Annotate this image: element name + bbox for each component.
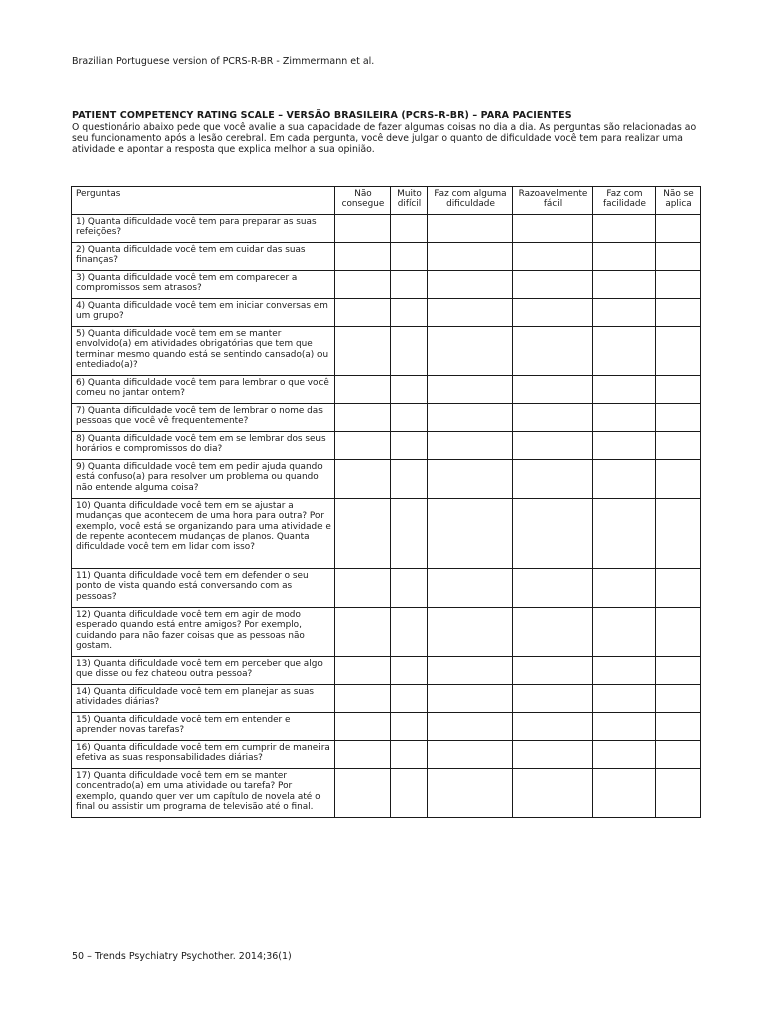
answer-cell[interactable] <box>593 243 656 271</box>
answer-cell[interactable] <box>593 215 656 243</box>
answer-cell[interactable] <box>391 769 428 818</box>
header-nao-consegue: Não consegue <box>335 187 391 215</box>
form-title: PATIENT COMPETENCY RATING SCALE – VERSÃO BRASILEIRA (PCRS-R-BR) – PARA PACIENTES <box>72 110 572 121</box>
answer-cell[interactable] <box>656 608 701 657</box>
answer-cell[interactable] <box>391 376 428 404</box>
answer-cell[interactable] <box>656 657 701 685</box>
answer-cell[interactable] <box>391 713 428 741</box>
answer-cell[interactable] <box>335 327 391 376</box>
answer-cell[interactable] <box>513 713 593 741</box>
answer-cell[interactable] <box>335 569 391 608</box>
question-text: 12) Quanta dificuldade você tem em agir de modo esperado quando está entre amigos? Por exemplo, cuidando para não fazer coisas que as pessoas não gostam. <box>72 608 335 657</box>
answer-cell[interactable] <box>428 432 513 460</box>
table-row <box>72 243 701 271</box>
question-text: 14) Quanta dificuldade você tem em planejar as suas atividades diárias? <box>72 685 335 713</box>
answer-cell[interactable] <box>656 432 701 460</box>
answer-cell[interactable] <box>428 271 513 299</box>
answer-cell[interactable] <box>428 741 513 769</box>
table-row <box>72 299 701 327</box>
answer-cell[interactable] <box>335 608 391 657</box>
answer-cell[interactable] <box>391 243 428 271</box>
answer-cell[interactable] <box>391 299 428 327</box>
answer-cell[interactable] <box>335 657 391 685</box>
answer-cell[interactable] <box>335 299 391 327</box>
question-text: 7) Quanta dificuldade você tem de lembrar o nome das pessoas que você vê frequentemente? <box>72 404 335 432</box>
answer-cell[interactable] <box>656 685 701 713</box>
answer-cell[interactable] <box>593 657 656 685</box>
answer-cell[interactable] <box>391 460 428 499</box>
answer-cell[interactable] <box>428 608 513 657</box>
rating-table <box>71 186 701 818</box>
table-row <box>72 376 701 404</box>
answer-cell[interactable] <box>391 432 428 460</box>
question-text: 10) Quanta dificuldade você tem em se ajustar a mudanças que acontecem de uma hora para outra? Por exemplo, você está se organizando para uma atividade e de repente acontecem mudanças de planos. Quanta dificuldade você tem em lidar com isso? <box>72 499 335 569</box>
header-nao-se-aplica: Não se aplica <box>656 187 701 215</box>
table-row <box>72 327 701 376</box>
answer-cell[interactable] <box>656 713 701 741</box>
answer-cell[interactable] <box>335 404 391 432</box>
instructions-paragraph: O questionário abaixo pede que você avalie a sua capacidade de fazer algumas coisas no dia a dia. As perguntas são relacionadas ao seu funcionamento após a lesão cerebral. Em cada pergunta, você deve julgar o quanto de dificuldade você tem para realizar uma atividade e apontar a resposta que explica melhor a sua opinião. <box>72 122 697 155</box>
table-row <box>72 741 701 769</box>
running-head: Brazilian Portuguese version of PCRS-R-BR - Zimmermann et al. <box>72 56 375 67</box>
answer-cell[interactable] <box>513 432 593 460</box>
table-row <box>72 460 701 499</box>
answer-cell[interactable] <box>391 741 428 769</box>
answer-cell[interactable] <box>391 215 428 243</box>
question-text: 4) Quanta dificuldade você tem em iniciar conversas em um grupo? <box>72 299 335 327</box>
question-text: 16) Quanta dificuldade você tem em cumprir de maneira efetiva as suas responsabilidades diárias? <box>72 741 335 769</box>
answer-cell[interactable] <box>656 741 701 769</box>
header-faz-com-alguma-dificuldade: Faz com alguma dificuldade <box>428 187 513 215</box>
answer-cell[interactable] <box>391 657 428 685</box>
answer-cell[interactable] <box>513 657 593 685</box>
question-text: 5) Quanta dificuldade você tem em se manter envolvido(a) em atividades obrigatórias que tem que terminar mesmo quando está se sentindo cansado(a) ou entediado(a)? <box>72 327 335 376</box>
answer-cell[interactable] <box>593 432 656 460</box>
table-row <box>72 215 701 243</box>
answer-cell[interactable] <box>391 569 428 608</box>
question-text: 15) Quanta dificuldade você tem em entender e aprender novas tarefas? <box>72 713 335 741</box>
answer-cell[interactable] <box>428 657 513 685</box>
answer-cell[interactable] <box>335 769 391 818</box>
answer-cell[interactable] <box>593 376 656 404</box>
table-row <box>72 499 701 569</box>
question-text: 17) Quanta dificuldade você tem em se manter concentrado(a) em uma atividade ou tarefa? Por exemplo, quando quer ver um capítulo de novela até o final ou assistir um programa de televisão até o final. <box>72 769 335 818</box>
answer-cell[interactable] <box>391 608 428 657</box>
answer-cell[interactable] <box>656 499 701 569</box>
table-row <box>72 657 701 685</box>
table-row <box>72 713 701 741</box>
answer-cell[interactable] <box>513 741 593 769</box>
answer-cell[interactable] <box>593 769 656 818</box>
answer-cell[interactable] <box>593 741 656 769</box>
question-text: 9) Quanta dificuldade você tem em pedir ajuda quando está confuso(a) para resolver um problema ou quando não entende alguma coisa? <box>72 460 335 499</box>
answer-cell[interactable] <box>335 460 391 499</box>
answer-cell[interactable] <box>391 327 428 376</box>
answer-cell[interactable] <box>428 460 513 499</box>
question-text: 2) Quanta dificuldade você tem em cuidar das suas finanças? <box>72 243 335 271</box>
answer-cell[interactable] <box>513 243 593 271</box>
answer-cell[interactable] <box>428 769 513 818</box>
header-razoavelmente-facil: Razoavelmente fácil <box>513 187 593 215</box>
answer-cell[interactable] <box>593 569 656 608</box>
answer-cell[interactable] <box>593 460 656 499</box>
answer-cell[interactable] <box>335 271 391 299</box>
answer-cell[interactable] <box>335 741 391 769</box>
answer-cell[interactable] <box>656 299 701 327</box>
header-faz-com-facilidade: Faz com facilidade <box>593 187 656 215</box>
answer-cell[interactable] <box>391 271 428 299</box>
question-text: 11) Quanta dificuldade você tem em defender o seu ponto de vista quando está conversando com as pessoas? <box>72 569 335 608</box>
answer-cell[interactable] <box>391 685 428 713</box>
answer-cell[interactable] <box>656 243 701 271</box>
answer-cell[interactable] <box>593 608 656 657</box>
answer-cell[interactable] <box>428 713 513 741</box>
table-row <box>72 685 701 713</box>
answer-cell[interactable] <box>428 243 513 271</box>
answer-cell[interactable] <box>428 404 513 432</box>
answer-cell[interactable] <box>428 376 513 404</box>
answer-cell[interactable] <box>593 299 656 327</box>
answer-cell[interactable] <box>656 327 701 376</box>
answer-cell[interactable] <box>428 685 513 713</box>
answer-cell[interactable] <box>513 608 593 657</box>
question-text: 1) Quanta dificuldade você tem para preparar as suas refeições? <box>72 215 335 243</box>
answer-cell[interactable] <box>335 499 391 569</box>
table-row <box>72 432 701 460</box>
answer-cell[interactable] <box>428 499 513 569</box>
answer-cell[interactable] <box>428 569 513 608</box>
table-row <box>72 769 701 818</box>
answer-cell[interactable] <box>513 271 593 299</box>
page-footer: 50 – Trends Psychiatry Psychother. 2014;36(1) <box>72 951 292 962</box>
answer-cell[interactable] <box>593 404 656 432</box>
header-muito-dificil: Muito difícil <box>391 187 428 215</box>
answer-cell[interactable] <box>513 376 593 404</box>
table-header-row <box>72 187 701 215</box>
answer-cell[interactable] <box>656 460 701 499</box>
answer-cell[interactable] <box>513 215 593 243</box>
answer-cell[interactable] <box>513 685 593 713</box>
questions-header: Perguntas <box>72 187 335 215</box>
answer-cell[interactable] <box>513 299 593 327</box>
table-row <box>72 608 701 657</box>
answer-cell[interactable] <box>391 404 428 432</box>
answer-cell[interactable] <box>335 243 391 271</box>
answer-cell[interactable] <box>428 299 513 327</box>
answer-cell[interactable] <box>656 215 701 243</box>
question-text: 13) Quanta dificuldade você tem em perceber que algo que disse ou fez chateou outra pessoa? <box>72 657 335 685</box>
answer-cell[interactable] <box>593 499 656 569</box>
answer-cell[interactable] <box>656 376 701 404</box>
answer-cell[interactable] <box>335 432 391 460</box>
answer-cell[interactable] <box>513 769 593 818</box>
table-row <box>72 404 701 432</box>
answer-cell[interactable] <box>391 499 428 569</box>
answer-cell[interactable] <box>656 769 701 818</box>
question-text: 6) Quanta dificuldade você tem para lembrar o que você comeu no jantar ontem? <box>72 376 335 404</box>
answer-cell[interactable] <box>656 569 701 608</box>
table-row <box>72 569 701 608</box>
answer-cell[interactable] <box>513 404 593 432</box>
answer-cell[interactable] <box>593 327 656 376</box>
answer-cell[interactable] <box>335 215 391 243</box>
answer-cell[interactable] <box>428 327 513 376</box>
answer-cell[interactable] <box>428 215 513 243</box>
table-row <box>72 271 701 299</box>
answer-cell[interactable] <box>513 569 593 608</box>
answer-cell[interactable] <box>335 685 391 713</box>
answer-cell[interactable] <box>656 271 701 299</box>
answer-cell[interactable] <box>335 376 391 404</box>
answer-cell[interactable] <box>335 713 391 741</box>
answer-cell[interactable] <box>593 685 656 713</box>
answer-cell[interactable] <box>513 460 593 499</box>
answer-cell[interactable] <box>656 404 701 432</box>
question-text: 8) Quanta dificuldade você tem em se lembrar dos seus horários e compromissos do dia? <box>72 432 335 460</box>
answer-cell[interactable] <box>593 713 656 741</box>
question-text: 3) Quanta dificuldade você tem em comparecer a compromissos sem atrasos? <box>72 271 335 299</box>
answer-cell[interactable] <box>513 327 593 376</box>
answer-cell[interactable] <box>513 499 593 569</box>
answer-cell[interactable] <box>593 271 656 299</box>
